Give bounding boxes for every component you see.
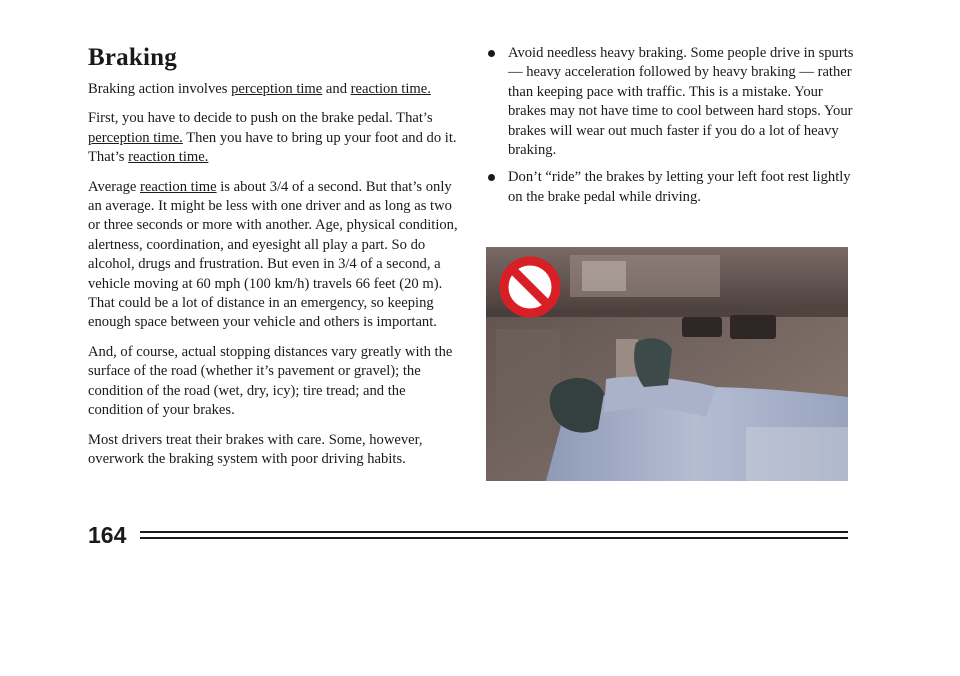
bullet-item (488, 168, 858, 207)
bullet-text: Avoid needless heavy braking. Some people drive in spurts — heavy acceleration followed by heavy braking — rather than keeping pace with traffic. This is a mistake. Your brakes may not have time to cool between hard stops. Your brakes will wear out much faster if you do a lot of heavy braking. (508, 45, 854, 159)
term-reaction-time: reaction time. (350, 81, 431, 97)
sock (746, 427, 848, 481)
no-symbol-icon (504, 261, 556, 313)
left-shoe (634, 338, 672, 387)
side-kick-panel (496, 329, 560, 449)
term-reaction-time: reaction time. (128, 149, 209, 166)
dash-label (582, 261, 626, 291)
left-column (88, 44, 460, 479)
brake-pedal (682, 317, 722, 337)
bullet-list (488, 44, 858, 207)
bullet-text: Don’t “ride” the brakes by letting your left foot rest lightly on the brake pedal while driving. (508, 169, 851, 205)
page-number: 164 (88, 522, 127, 548)
footer-rule (140, 537, 848, 539)
term-perception-time: perception time (231, 81, 323, 97)
text: Then you have to bring up your foot and do it. That’s (88, 129, 457, 166)
text: First, you have to decide to push on the brake pedal. That’s (88, 110, 433, 127)
footer-rule (140, 531, 848, 533)
bullet-item (488, 44, 858, 160)
text: and (322, 81, 351, 97)
paragraph-first (88, 109, 460, 167)
text: Braking action involves (88, 81, 232, 97)
paragraph-habits: Most drivers treat their brakes with care. Some, however, overwork the braking system with poor driving habits. (88, 431, 423, 467)
term-reaction-time: reaction time (140, 178, 217, 195)
pedal-block (730, 315, 776, 339)
section-heading: Braking (88, 44, 177, 71)
paragraph-average (88, 178, 460, 333)
paragraph-stopping-distances: And, of course, actual stopping distances vary greatly with the surface of the road (whether it’s pavement or gravel); the condition of the road (wet, dry, icy); tire tread; and the condition of your brakes. (88, 343, 453, 419)
right-column (488, 44, 858, 215)
foot-on-brake-illustration (486, 247, 848, 481)
text: Average (88, 178, 140, 195)
text: is about 3/4 of a second. But that’s only an average. It might be less with one driver and as long as two or three seconds or more with another. Age, physical condition, alertness, coordination, and eyesight all play a part. So do alcohol, drugs and frustration. But even in 3/4 of a second, a vehicle moving at 60 mph (100 km/h) travels 66 feet (20 m). That could be a lot of distance in an emergency, so keeping enough space between your vehicle and others is important. (88, 178, 458, 331)
bullet-icon (488, 50, 495, 57)
bullet-icon (488, 174, 495, 181)
paragraph-intro (88, 80, 460, 99)
term-perception-time: perception time. (88, 129, 183, 146)
illustration-svg (486, 247, 848, 481)
page-footer (88, 522, 848, 548)
